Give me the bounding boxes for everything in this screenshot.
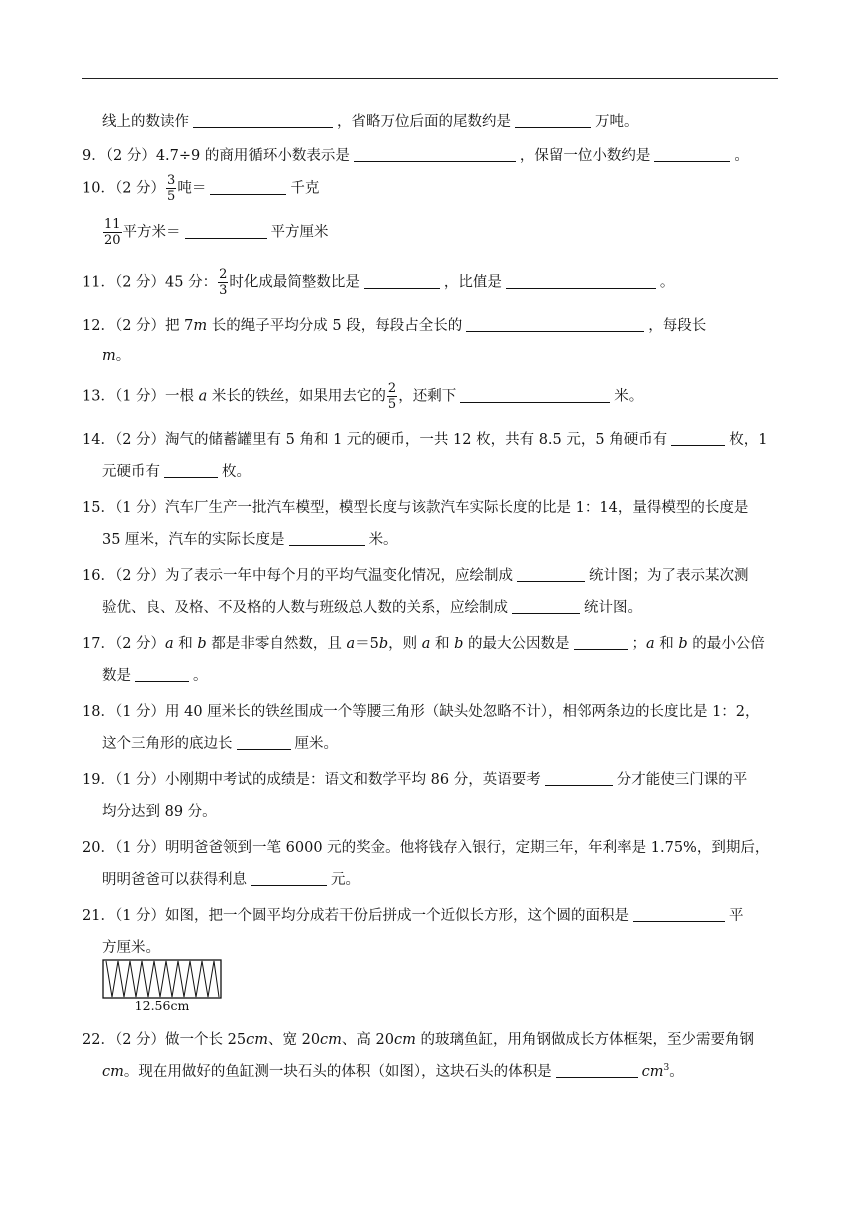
q20-blank[interactable] <box>251 871 327 886</box>
question-11 <box>82 268 674 297</box>
q12-score: （2 分） <box>114 318 166 334</box>
q9-blank-2[interactable] <box>654 147 730 162</box>
q10-text-a: 吨＝ <box>177 180 207 197</box>
q19-text-c: 均分达到 89 分。 <box>102 804 217 820</box>
q18-number: 18． <box>82 704 115 720</box>
q10-text-c: 平方米＝ <box>122 224 181 241</box>
q20-text-b: 明明爸爸可以获得利息 <box>102 872 247 888</box>
q17-var-a: a <box>165 636 174 652</box>
q10-blank-2[interactable] <box>185 224 267 239</box>
q14-text-a: 淘气的储蓄罐里有 5 角和 1 元的硬币，一共 12 枚，共有 8.5 元，5 角硬币有 <box>165 432 668 448</box>
q9-blank-1[interactable] <box>354 147 516 162</box>
q16-text-b: 统计图；为了表示某次测 <box>589 568 749 584</box>
q17-var-b: b <box>197 636 207 652</box>
question-12-line2 <box>102 344 130 365</box>
question-16-line2 <box>102 596 642 617</box>
question-19-line2 <box>102 800 217 821</box>
q14-score: （2 分） <box>114 432 166 448</box>
q11-text-b: 时化成最简整数比是 <box>229 274 360 291</box>
q22-unit-1: cm <box>246 1032 268 1048</box>
q10-f1-num: 3 <box>167 173 176 188</box>
q13-text-c: ，还剩下 <box>398 388 457 405</box>
q10-f1-den: 5 <box>167 189 176 204</box>
q17-t1: 和 <box>173 636 198 652</box>
q12-text-b: 长的绳子平均分成 5 段，每段占全长的 <box>207 318 463 334</box>
q14-blank-1[interactable] <box>671 431 725 446</box>
q21-text-b: 平 <box>729 908 744 924</box>
q17-var-a3: a <box>421 636 431 652</box>
q22-t5: 。现在用做好的鱼缸测一块石头的体积（如图），这块石头的体积是 <box>123 1064 552 1080</box>
question-20 <box>82 836 769 857</box>
header-rule <box>82 78 778 79</box>
q14-text-b: 枚，1 <box>729 432 768 448</box>
q22-t2: 、宽 20 <box>267 1032 321 1048</box>
q15-blank[interactable] <box>289 531 365 546</box>
q11-text-c: ，比值是 <box>443 274 502 291</box>
q18-text-b: 这个三角形的底边长 <box>102 736 233 752</box>
question-14 <box>82 428 767 449</box>
q12-text-c: ，每段长 <box>648 318 707 334</box>
q9-score: （2 分） <box>105 148 156 164</box>
question-10 <box>82 174 319 203</box>
q21-figure-label: 12.56cm <box>134 998 190 1012</box>
q8-text-b: ，省略万位后面的尾数约是 <box>337 114 511 130</box>
q13-number: 13． <box>82 388 115 405</box>
question-15 <box>82 496 748 517</box>
q19-text-a: 小刚期中考试的成绩是：语文和数学平均 86 分，英语要考 <box>165 772 541 788</box>
q17-var-b3: b <box>454 636 464 652</box>
q22-t6: 。 <box>669 1064 684 1080</box>
q15-text-b: 35 厘米，汽车的实际长度是 <box>102 532 285 548</box>
q10-score: （2 分） <box>114 180 166 197</box>
q22-score: （2 分） <box>114 1032 166 1048</box>
q10-text-d: 平方厘米 <box>270 224 329 241</box>
q14-blank-2[interactable] <box>164 463 218 478</box>
q9-text-b: ，保留一位小数约是 <box>519 148 651 164</box>
question-18 <box>82 700 760 721</box>
q17-var-a4: a <box>646 636 655 652</box>
q17-t4: ，则 <box>388 636 422 652</box>
q15-text-a: 汽车厂生产一批汽车模型，模型长度与该款汽车实际长度的比是 1：14，量得模型的长度是 <box>165 500 749 516</box>
q17-var-b2: b <box>378 636 389 652</box>
q13-var: a <box>198 388 208 405</box>
q14-text-c: 元硬币有 <box>102 464 160 480</box>
q20-score: （1 分） <box>114 840 166 856</box>
q14-number: 14． <box>82 432 115 448</box>
q11-f-num: 2 <box>219 267 228 282</box>
q13-f-den: 5 <box>387 397 397 412</box>
q13-score: （1 分） <box>114 388 166 405</box>
q9-text-c: 。 <box>734 148 749 164</box>
q16-blank-2[interactable] <box>512 599 580 614</box>
question-12 <box>82 314 706 335</box>
q21-text-a: 如图，把一个圆平均分成若干份后拼成一个近似长方形，这个圆的面积是 <box>165 908 630 924</box>
rearranged-circle-diagram <box>102 958 226 1012</box>
q13-fraction <box>387 382 397 411</box>
q22-t1: 做一个长 25 <box>165 1032 247 1048</box>
q15-text-c: 米。 <box>368 532 398 548</box>
q17-var-b4: b <box>678 636 688 652</box>
q20-text-a: 明明爸爸领到一笔 6000 元的奖金。他将钱存入银行，定期三年，年利率是 1.75%，到期后， <box>165 840 770 856</box>
q19-score: （1 分） <box>114 772 166 788</box>
q10-fraction-2 <box>103 218 122 247</box>
q16-blank-1[interactable] <box>517 567 585 582</box>
q10-f2-num: 11 <box>104 217 121 232</box>
q12-blank[interactable] <box>466 317 644 332</box>
q22-exponent: 3 <box>663 1063 670 1074</box>
q21-text-c: 方厘米。 <box>102 940 160 956</box>
q22-blank[interactable] <box>556 1063 638 1078</box>
question-21 <box>82 904 744 925</box>
q12-unit: m <box>193 318 208 334</box>
q22-number: 22． <box>82 1032 115 1048</box>
q19-number: 19． <box>82 772 115 788</box>
q18-text-c: 厘米。 <box>294 736 338 752</box>
q19-text-b: 分才能使三门课的平 <box>616 772 748 788</box>
q13-text-b: 米长的铁丝，如果用去它的 <box>207 388 386 405</box>
q22-unit-3: cm <box>393 1032 416 1048</box>
q17-t10: 数是 <box>102 668 131 684</box>
question-13 <box>82 382 643 411</box>
q21-blank[interactable] <box>633 907 725 922</box>
q8-text-c: 万吨。 <box>595 114 639 130</box>
q13-blank[interactable] <box>460 388 610 403</box>
q13-f-num: 2 <box>387 381 397 396</box>
question-17 <box>82 632 765 653</box>
question-9 <box>82 144 749 165</box>
q10-text-b: 千克 <box>290 180 320 197</box>
q11-text-a: 45 分： <box>165 274 218 291</box>
q16-text-c: 验优、良、及格、不及格的人数与班级总人数的关系，应绘制成 <box>102 600 508 616</box>
q14-text-d: 枚。 <box>222 464 251 480</box>
q17-blank-1[interactable] <box>574 635 628 650</box>
q21-score: （1 分） <box>114 908 166 924</box>
q20-text-c: 元。 <box>331 872 360 888</box>
question-17-line2 <box>102 664 208 685</box>
q22-unit-4: cm <box>102 1064 124 1080</box>
q17-t5: 和 <box>430 636 455 652</box>
q17-t6: 的最大公因数是 <box>463 636 570 652</box>
question-18-line2 <box>102 732 338 753</box>
question-15-line2 <box>102 528 398 549</box>
q11-blank-1[interactable] <box>364 274 440 289</box>
q10-number: 10． <box>82 180 115 197</box>
q11-blank-2[interactable] <box>506 274 656 289</box>
q9-text-a: 4.7÷9 的商用循环小数表示是 <box>155 148 350 164</box>
q10-f2-den: 20 <box>104 233 121 248</box>
q17-number: 17． <box>82 636 115 652</box>
q11-fraction <box>218 268 228 297</box>
q11-f-den: 3 <box>219 283 228 298</box>
question-20-line2 <box>102 868 360 889</box>
q16-number: 16． <box>82 568 115 584</box>
question-22-line2 <box>102 1060 684 1081</box>
q9-number: 9． <box>82 148 106 164</box>
q11-score: （2 分） <box>114 274 166 291</box>
question-22 <box>82 1028 754 1049</box>
question-10-line2 <box>102 218 329 247</box>
q18-blank[interactable] <box>237 735 291 750</box>
q20-number: 20． <box>82 840 115 856</box>
q8-blank-2[interactable] <box>515 113 591 128</box>
q22-unit-2: cm <box>320 1032 342 1048</box>
q22-t3: 、高 20 <box>341 1032 394 1048</box>
q8-blank-1[interactable] <box>193 113 333 128</box>
q12-number: 12． <box>82 318 115 334</box>
q16-text-d: 统计图。 <box>584 600 642 616</box>
q17-blank-2[interactable] <box>135 667 189 682</box>
q17-var-a2: a <box>346 636 356 652</box>
q16-text-a: 为了表示一年中每个月的平均气温变化情况，应绘制成 <box>165 568 514 584</box>
q17-t7: ； <box>631 636 647 652</box>
q18-text-a: 用 40 厘米长的铁丝围成一个等腰三角形（缺头处忽略不计），相邻两条边的长度比是 1：2， <box>165 704 760 720</box>
q10-fraction-1 <box>166 174 176 203</box>
q17-t9: 的最小公倍 <box>687 636 765 652</box>
q8-tail <box>102 110 639 131</box>
q18-score: （1 分） <box>114 704 166 720</box>
q22-t4: 的玻璃鱼缸，用角钢做成长方体框架，至少需要角钢 <box>415 1032 754 1048</box>
q11-text-d: 。 <box>659 274 675 291</box>
q16-score: （2 分） <box>114 568 166 584</box>
q10-blank-1[interactable] <box>210 180 286 195</box>
question-14-line2 <box>102 460 251 481</box>
q19-blank[interactable] <box>545 771 613 786</box>
q15-number: 15． <box>82 500 115 516</box>
q21-number: 21． <box>82 908 115 924</box>
q12-text-a: 把 7 <box>165 318 194 334</box>
q12-text-end: 。 <box>115 348 131 364</box>
q15-score: （1 分） <box>114 500 166 516</box>
q13-text-a: 一根 <box>165 388 199 405</box>
q17-t8: 和 <box>654 636 679 652</box>
q17-t2: 都是非零自然数，且 <box>206 636 347 652</box>
q13-text-d: 米。 <box>614 388 644 405</box>
q8-text-a: 线上的数读作 <box>102 114 189 130</box>
q12-unit-2: m <box>102 348 116 364</box>
question-16 <box>82 564 749 585</box>
q17-t3: ＝5 <box>355 636 379 652</box>
question-21-line2 <box>102 936 160 957</box>
q22-unit-5: cm <box>641 1064 664 1080</box>
question-19 <box>82 768 747 789</box>
q11-number: 11． <box>82 274 115 291</box>
q21-figure <box>102 958 226 1016</box>
q17-t11: 。 <box>193 668 208 684</box>
q17-score: （2 分） <box>114 636 166 652</box>
